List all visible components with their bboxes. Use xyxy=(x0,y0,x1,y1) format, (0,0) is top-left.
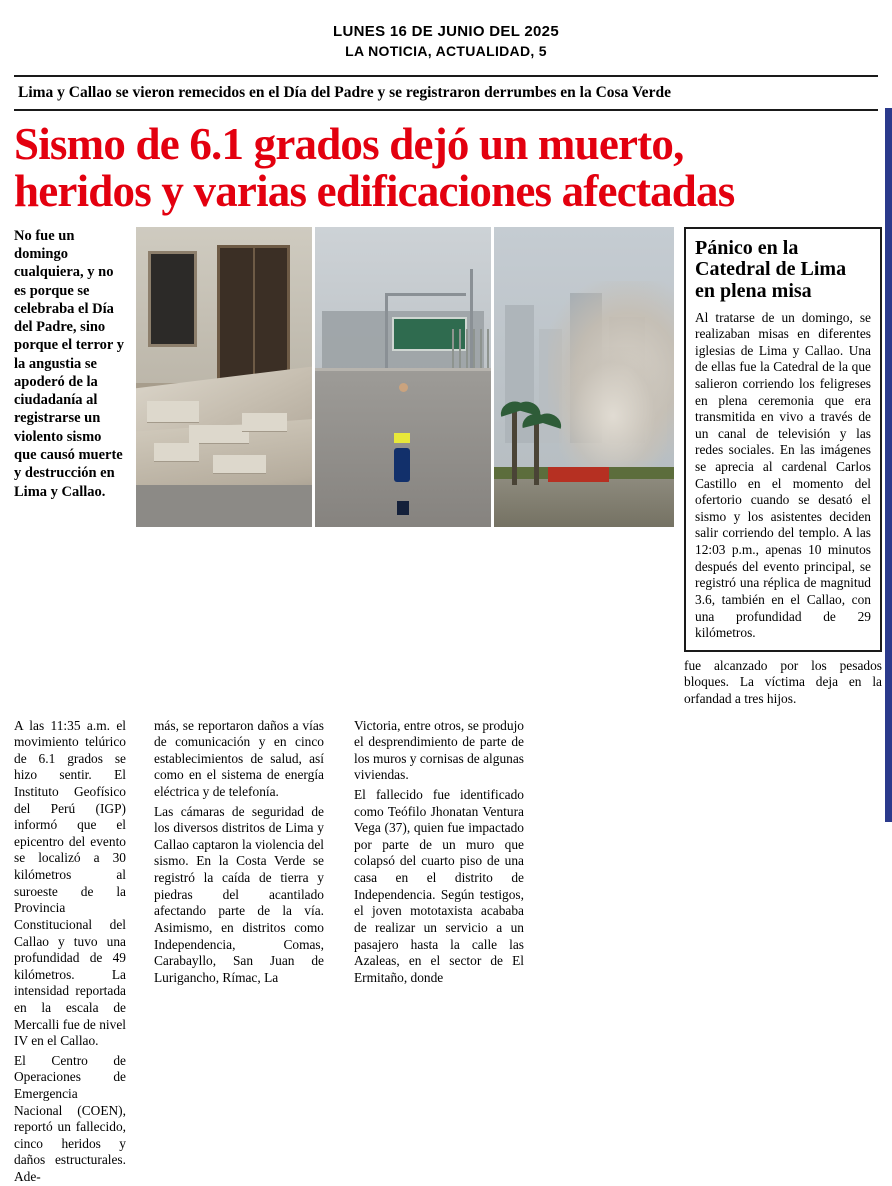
body-column-3 xyxy=(354,718,524,1186)
masthead-section: LA NOTICIA, ACTUALIDAD, 5 xyxy=(345,43,547,60)
article-lede: No fue un domingo cualquiera, y no es porque se celebraba el Día del Padre, sino porque el terror y la angustia se apoderó de la ciudadanía al registrarse un violento sismo que causó muerte y destrucción en Lima y Callao. xyxy=(14,227,124,500)
masthead-date: LUNES 16 DE JUNIO DEL 2025 xyxy=(333,23,559,40)
article-headline xyxy=(14,111,878,223)
body-paragraph: Victoria, entre otros, se produjo el desprendimiento de parte de los muros y cornisas de algunas viviendas. xyxy=(354,717,524,783)
body-column-2 xyxy=(154,718,324,1186)
body-paragraph: El Centro de Operaciones de Emergencia Nacional (COEN), reportó un fallecido, cinco heridos y daños estructurales. Ade- xyxy=(14,1052,126,1185)
photo-collapsed-wall xyxy=(136,227,312,527)
edge-accent-blue xyxy=(885,108,892,822)
photo-police-street xyxy=(315,227,491,527)
sidebar-box xyxy=(684,227,882,652)
right-column xyxy=(684,227,882,708)
body-column-spacer xyxy=(538,718,742,1186)
headline-line-1: Sismo de 6.1 grados dejó un muerto, xyxy=(14,119,684,170)
article-content xyxy=(14,227,882,708)
article-kicker: Lima y Callao se vieron remecidos en el Día del Padre y se registraron derrumbes en la Cosa Verde xyxy=(14,77,878,111)
photo-strip xyxy=(136,227,674,708)
body-paragraph: El fallecido fue identificado como Teófilo Jhonatan Ventura Vega (37), quien fue impactado por parte de un muro que colapsó del cuarto piso de una casa en el distrito de Independencia. Según testigos, el joven mototaxista acababa de realizar un servicio a un pasajero hasta la calle las Azaleas, en el sector de El Ermitaño, donde xyxy=(354,787,524,985)
body-paragraph: más, se reportaron daños a vías de comunicación y en cinco establecimientos de salud, así como en el sistema de energía eléctrica y de telefonía. xyxy=(154,717,324,800)
sidebar-tail-text: fue alcanzado por los pesados bloques. La víctima deja en la orfandad a tres hijos. xyxy=(684,657,882,706)
photo-dust-cloud xyxy=(494,227,674,527)
article-body xyxy=(14,718,878,1186)
headline-line-2: heridos y varias edificaciones afectadas xyxy=(14,165,735,216)
body-column-1 xyxy=(14,718,126,1186)
sidebar-title: Pánico en la Catedral de Lima en plena misa xyxy=(695,236,847,302)
sidebar-text: Al tratarse de un domingo, se realizaban misas en diferentes iglesias de Lima y Callao. Una de ellas fue la Catedral de la que salieron corriendo los feligreses en plena ceremonia que era transmitida en vivo a través de un canal de televisión y las redes sociales. En las imágenes se aprecia al cardenal Carlos Castillo en el momento del ofertorio cuando se desató el sismo y los asistentes deciden salir corriendo del templo. A las 12:03 p.m., apenas 10 minutos después del evento principal, se registró una réplica de magnitud 3.6, también en el Callao, con una profundidad de 29 kilómetros. xyxy=(695,309,871,641)
left-column xyxy=(14,227,126,708)
body-paragraph: A las 11:35 a.m. el movimiento telúrico de 6.1 grados se hizo sentir. El Instituto Geofísico del Perú (IGP) informó que el epicentro del evento se localizó a 30 kilómetros al suroeste de la Provincia Constitucional del Callao y tuvo una profundidad de 49 kilómetros. La intensidad reportada en la escala de Mercalli fue de nivel IV en el Callao. xyxy=(14,717,126,1049)
masthead xyxy=(14,0,878,61)
body-paragraph: Las cámaras de seguridad de los diversos distritos de Lima y Callao captaron la violencia del sismo. En la Costa Verde se registró la caída de tierra y piedras del acantilado afectando parte de la vía. Asimismo, en distritos como Independencia, Comas, Carabayllo, San Juan de Lurigancho, Rímac, La xyxy=(154,803,324,985)
